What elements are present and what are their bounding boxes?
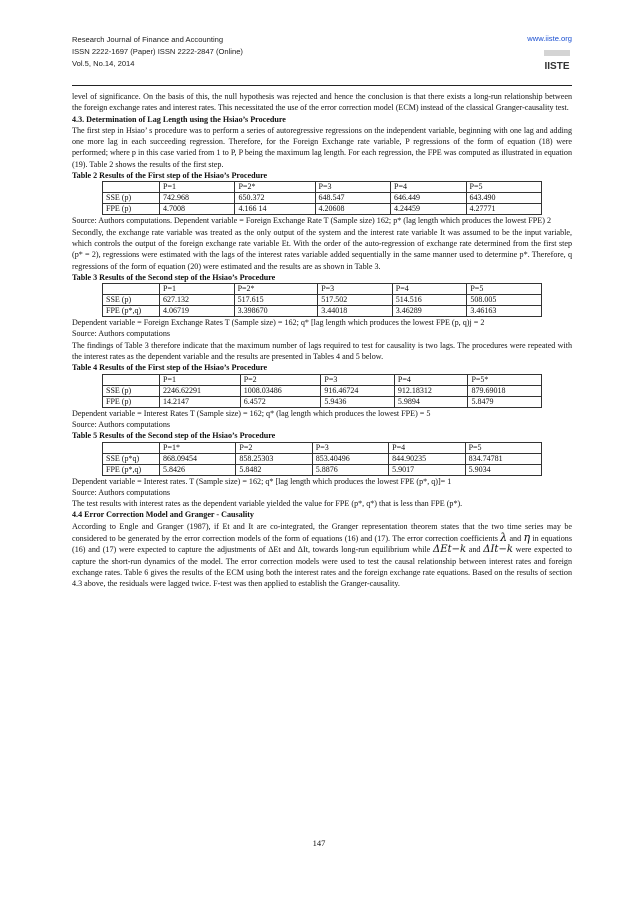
- paragraph-conclusion: level of significance. On the basis of this, the null hypothesis was rejected and hence the conclusion is that there exists a long-run relationship between the foreign exchange rates and interest rates. This necessitated the use of the error correction model (ECM) instead of the classical Granger-causality test.: [72, 92, 572, 113]
- table-cell: 858.25303: [236, 453, 312, 464]
- header-rule: [72, 85, 572, 86]
- table-cell: [103, 442, 160, 453]
- journal-url-link[interactable]: www.iiste.org: [527, 34, 572, 43]
- table5-caption: Table 5 Results of the Second step of the Hsiao’s Procedure: [72, 431, 276, 441]
- table-header-row: [103, 374, 542, 385]
- table3-caption: Table 3 Results of the Second step of the Hsiao’s Procedure: [72, 272, 276, 282]
- table4-caption: Table 4 Results of the First step of the Hsiao’s Procedure: [72, 363, 268, 373]
- table5-note: Dependent variable = Interest rates. T (Sample size) = 162; q* [lag length which produces the lowest FPE (p*, q)]= 1: [72, 476, 452, 486]
- journal-volume: Vol.5, No.14, 2014: [72, 59, 135, 68]
- table-cell: 4.7008: [160, 204, 235, 215]
- table-cell: 5.8482: [236, 464, 312, 475]
- table-cell: 5.8479: [468, 396, 542, 407]
- page-body: [72, 91, 572, 590]
- table-cell: FPE (p*,q): [103, 306, 160, 317]
- ecm-and-2: and: [468, 545, 481, 555]
- table-cell: 844.90235: [389, 453, 465, 464]
- table-cell: [103, 284, 160, 295]
- table5-source: Source: Authors computations: [72, 487, 171, 497]
- table-cell: 627.132: [160, 295, 235, 306]
- table-cell: P=3: [321, 374, 395, 385]
- table4-source: Source: Authors computations: [72, 419, 171, 429]
- table-4: [102, 374, 542, 408]
- table-cell: 879.69018: [468, 385, 542, 396]
- table-cell: P=4: [394, 374, 468, 385]
- paragraph-table3-findings: The findings of Table 3 therefore indicate that the maximum number of lags required to test for causality is two lags. The procedures were repeated with the interest rates as the dependent variable and the results are presented in Tables 4 and 5 below.: [72, 340, 572, 362]
- table-cell: 517.502: [318, 295, 393, 306]
- table-cell: P=5: [467, 284, 542, 295]
- table-cell: P=1: [160, 182, 235, 193]
- table-row: [103, 306, 542, 317]
- table-cell: 853.40496: [312, 453, 388, 464]
- table-cell: P=4: [392, 284, 467, 295]
- paragraph-hsiao-first-step: The first step in Hsiao’ s procedure was to perform a series of autoregressive regressions on the independent variable, beginning with one lag and adding one more lag in each succeeding regression. Therefore, for the Foreign Exchange rate variable, P regressions of the form of equation (18) were performed; where p in this case varied from 1 to P, P being the maximum lag length. For each regression, the FPE was computed as illustrated in equation (19). Table 2 shows the results of the first step.: [72, 125, 572, 169]
- table-cell: P=2: [236, 442, 312, 453]
- table-cell: 650.372: [235, 193, 315, 204]
- paragraph-second-step: Secondly, the exchange rate variable was treated as the only output of the system and the interest rate variable It was assumed to be the input variable, which controls the output of the foreign exchange rate variable Et. With the order of the auto-regression of exchange rate determined from the first step (p* = 2), regressions were estimated with the lags of the interest rates variable added sequentially in the same manner used to determine p*. Therefore, q regressions of the form of equation (20) were estimated and the results are as shown in Table 3.: [72, 227, 572, 271]
- table-cell: 648.547: [315, 193, 390, 204]
- delta-e-lag-symbol: ΔEt−k: [433, 544, 467, 556]
- table-cell: 646.449: [391, 193, 466, 204]
- table3-source: Source: Authors computations: [72, 329, 171, 339]
- table-cell: 4.166 14: [235, 204, 315, 215]
- table-row: [103, 193, 542, 204]
- table-5: [102, 442, 542, 476]
- iiste-logo: [542, 48, 572, 74]
- table-cell: 916.46724: [321, 385, 395, 396]
- table-cell: P=3: [315, 182, 390, 193]
- table-cell: 5.8426: [160, 464, 236, 475]
- table-cell: 4.06719: [160, 306, 235, 317]
- table-cell: 3.46163: [467, 306, 542, 317]
- table2-source: Source: Authors computations. Dependent variable = Foreign Exchange Rate T (Sample size) 162; p* (lag length which produces the lowest FPE) 2: [72, 216, 551, 226]
- page-number: 147: [312, 838, 326, 848]
- table-cell: SSE (p): [103, 385, 160, 396]
- journal-issn: ISSN 2222-1697 (Paper) ISSN 2222-2847 (Online): [72, 47, 243, 56]
- section-heading-4-3: 4.3. Determination of Lag Length using the Hsiao’s Procedure: [72, 114, 286, 124]
- table-row: [103, 453, 542, 464]
- table-cell: P=3: [318, 284, 393, 295]
- delta-i-lag-symbol: ΔIt−k: [483, 544, 513, 556]
- table-cell: P=5*: [468, 374, 542, 385]
- table-cell: 3.46289: [392, 306, 467, 317]
- table-cell: 517.615: [234, 295, 318, 306]
- table-cell: 5.9034: [465, 464, 541, 475]
- paragraph-ecm: [72, 521, 572, 590]
- ecm-and-1: and: [509, 534, 522, 544]
- table-3: [102, 283, 542, 317]
- journal-title: Research Journal of Finance and Accounting: [72, 35, 224, 44]
- table-header-row: [103, 442, 542, 453]
- table-cell: 3.398670: [234, 306, 318, 317]
- ecm-text-a: According to Engle and Granger (1987), if Et and It are co-integrated, the Granger representation theorem states that the two time series may be considered to be generated by the error correction models of the form of equations (16) and (17). The error correction coefficients: [72, 521, 572, 544]
- table-cell: 5.9017: [389, 464, 465, 475]
- table-header-row: [103, 182, 542, 193]
- table-cell: 4.27771: [466, 204, 542, 215]
- table-cell: 742.968: [160, 193, 235, 204]
- lambda-symbol: λ: [500, 531, 508, 545]
- table-cell: P=2*: [235, 182, 315, 193]
- table-row: [103, 464, 542, 475]
- table-cell: 3.44018: [318, 306, 393, 317]
- table-cell: 643.490: [466, 193, 542, 204]
- table-2: [102, 181, 542, 215]
- table-cell: 5.8876: [312, 464, 388, 475]
- table-cell: P=1*: [160, 442, 236, 453]
- table-cell: P=4: [391, 182, 466, 193]
- table-cell: 834.74781: [465, 453, 541, 464]
- table-cell: P=1: [160, 374, 241, 385]
- table-cell: FPE (p): [103, 204, 160, 215]
- table-header-row: [103, 284, 542, 295]
- table-cell: P=3: [312, 442, 388, 453]
- ecm-text-e: capture the short-run dynamics of the model. The error correction models were used to test the causal relationship between interest rates and foreign exchange rates. Table 6 gives the results of the ECM using both the interest rates and the foreign exchange rate equations. Based on the results of section 4.3 above, the residuals were lagged twice. F-test was then applied to establish the Granger-causality.: [72, 556, 572, 589]
- paragraph-test-results: The test results with interest rates as the dependent variable yielded the value for FPE (p*, q*) that is less than FPE (p*).: [72, 499, 463, 509]
- table-cell: 2246.62291: [160, 385, 241, 396]
- table-cell: P=4: [389, 442, 465, 453]
- journal-header: [72, 34, 572, 70]
- table-row: [103, 204, 542, 215]
- table-cell: 1008.03486: [240, 385, 321, 396]
- table-cell: 14.2147: [160, 396, 241, 407]
- section-heading-4-4: 4.4 Error Correction Model and Granger - Causality: [72, 510, 254, 520]
- table-row: [103, 385, 542, 396]
- table-cell: SSE (p): [103, 193, 160, 204]
- table-row: [103, 396, 542, 407]
- table-cell: FPE (p): [103, 396, 160, 407]
- table-cell: 6.4572: [240, 396, 321, 407]
- table-cell: P=5: [465, 442, 541, 453]
- table-cell: 868.09454: [160, 453, 236, 464]
- table-cell: P=2*: [234, 284, 318, 295]
- table-cell: SSE (p*q): [103, 453, 160, 464]
- table3-note: Dependent variable = Foreign Exchange Rates T (Sample size) = 162; q* [lag length which produces the lowest FPE (p, q)j = 2: [72, 318, 485, 328]
- logo-text: IISTE: [544, 61, 570, 72]
- table-cell: 912.18312: [394, 385, 468, 396]
- table-cell: 5.9894: [394, 396, 468, 407]
- ecm-text-d: were expected to: [515, 545, 572, 555]
- table-cell: P=1: [160, 284, 235, 295]
- ecm-text-c: capture the adjustments of ΔEt and ΔIt, towards long-run equilibrium while: [178, 545, 431, 555]
- table-cell: 5.9436: [321, 396, 395, 407]
- table-cell: [103, 182, 160, 193]
- table-cell: SSE (p): [103, 295, 160, 306]
- table-cell: P=5: [466, 182, 542, 193]
- table-cell: 514.516: [392, 295, 467, 306]
- table-cell: [103, 374, 160, 385]
- table2-caption: Table 2 Results of the First step of the Hsiao’s Procedure: [72, 171, 268, 181]
- table-cell: 4.20608: [315, 204, 390, 215]
- table-cell: 508.005: [467, 295, 542, 306]
- table-cell: P=2: [240, 374, 321, 385]
- table-cell: FPE (p*,q): [103, 464, 160, 475]
- table-row: [103, 295, 542, 306]
- table4-note: Dependent variable = Interest Rates T (Sample size) = 162; q* (lag length which produces the lowest FPE) = 5: [72, 408, 431, 418]
- ecm-text-b: in equations (16) and (17) were expected to: [72, 534, 572, 555]
- eta-symbol: η: [523, 531, 531, 545]
- table-cell: 4.24459: [391, 204, 466, 215]
